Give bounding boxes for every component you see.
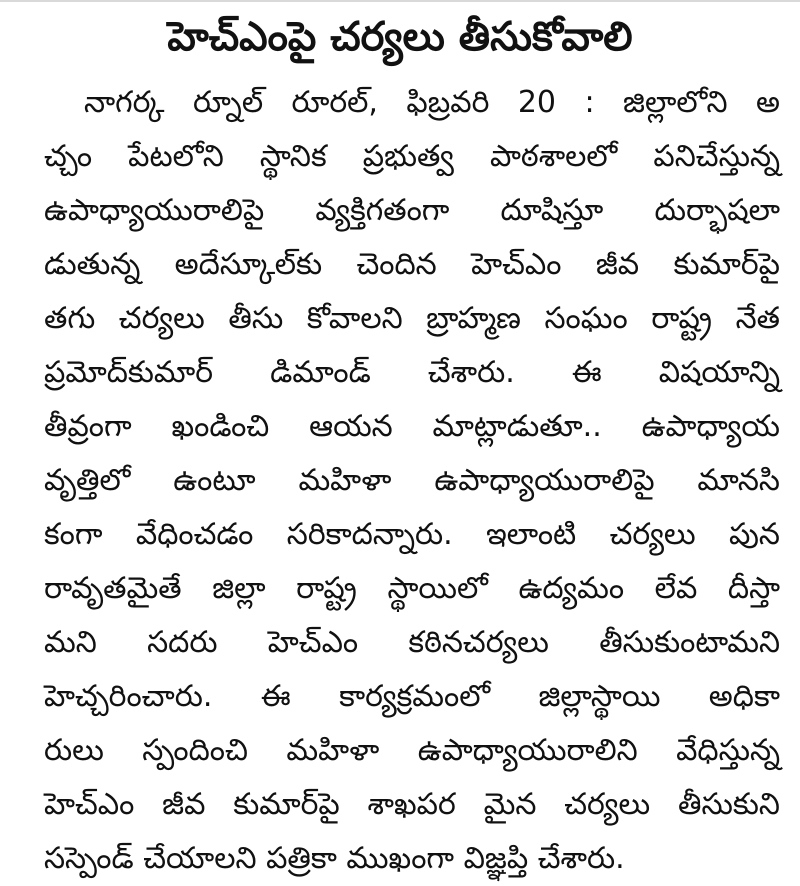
body-line: రావృతమైతే జిల్లా రాష్ట్ర స్థాయిలో ఉద్యమం లేవ దీస్తా [44, 571, 780, 606]
body-line: మని సదరు హెచ్ఎం కఠినచర్యలు తీసుకుంటామని [44, 625, 780, 660]
body-line: ఉపాధ్యాయురాలిపై వ్యక్తిగతంగా దూషిస్తూ దుర్భాషలా [44, 193, 780, 228]
body-line: డుతున్న అదేస్కూల్‌కు చెందిన హెచ్ఎం జీవ కుమార్‌పై [44, 247, 780, 282]
body-line: కంగా వేధించడం సరికాదన్నారు. ఇలాంటి చర్యలు పున [44, 517, 780, 552]
body-line: వృత్తిలో ఉంటూ మహిళా ఉపాధ్యాయురాలిపై మానసి [44, 463, 780, 498]
top-rule [0, 0, 800, 2]
headline: హెచ్ఎంపై చర్యలు తీసుకోవాలి [167, 14, 633, 60]
body-line: తీవ్రంగా ఖండించి ఆయన మాట్లాడుతూ.. ఉపాధ్యాయ [44, 409, 780, 444]
body-line: చ్చం పేటలోని స్థానిక ప్రభుత్వ పాఠశాలలో పనిచేస్తున్న [44, 139, 780, 174]
body-line: హెచ్ఎం జీవ కుమార్‌పై శాఖపర మైన చర్యలు తీసుకుని [44, 787, 780, 822]
article-body [44, 76, 780, 886]
body-line: రులు స్పందించి మహిళా ఉపాధ్యాయురాలిని వేధిస్తున్న [44, 733, 780, 768]
body-line: హెచ్చరించారు. ఈ కార్యక్రమంలో జిల్లాస్థాయి అధికా [44, 679, 780, 714]
body-line: తగు చర్యలు తీసు కోవాలని బ్రాహ్మణ సంఘం రాష్ట్ర నేత [44, 301, 780, 336]
body-line: సస్పెండ్ చేయాలని పత్రికా ముఖంగా విజ్ఞప్తి చేశారు. [44, 841, 625, 876]
body-line: ప్రమోద్‌కుమార్ డిమాండ్ చేశారు. ఈ విషయాన్ని [44, 355, 780, 390]
body-line: నాగర్క ర్నూల్ రూరల్, ఫిబ్రవరి 20 : జిల్లాలోని అ [84, 85, 780, 120]
